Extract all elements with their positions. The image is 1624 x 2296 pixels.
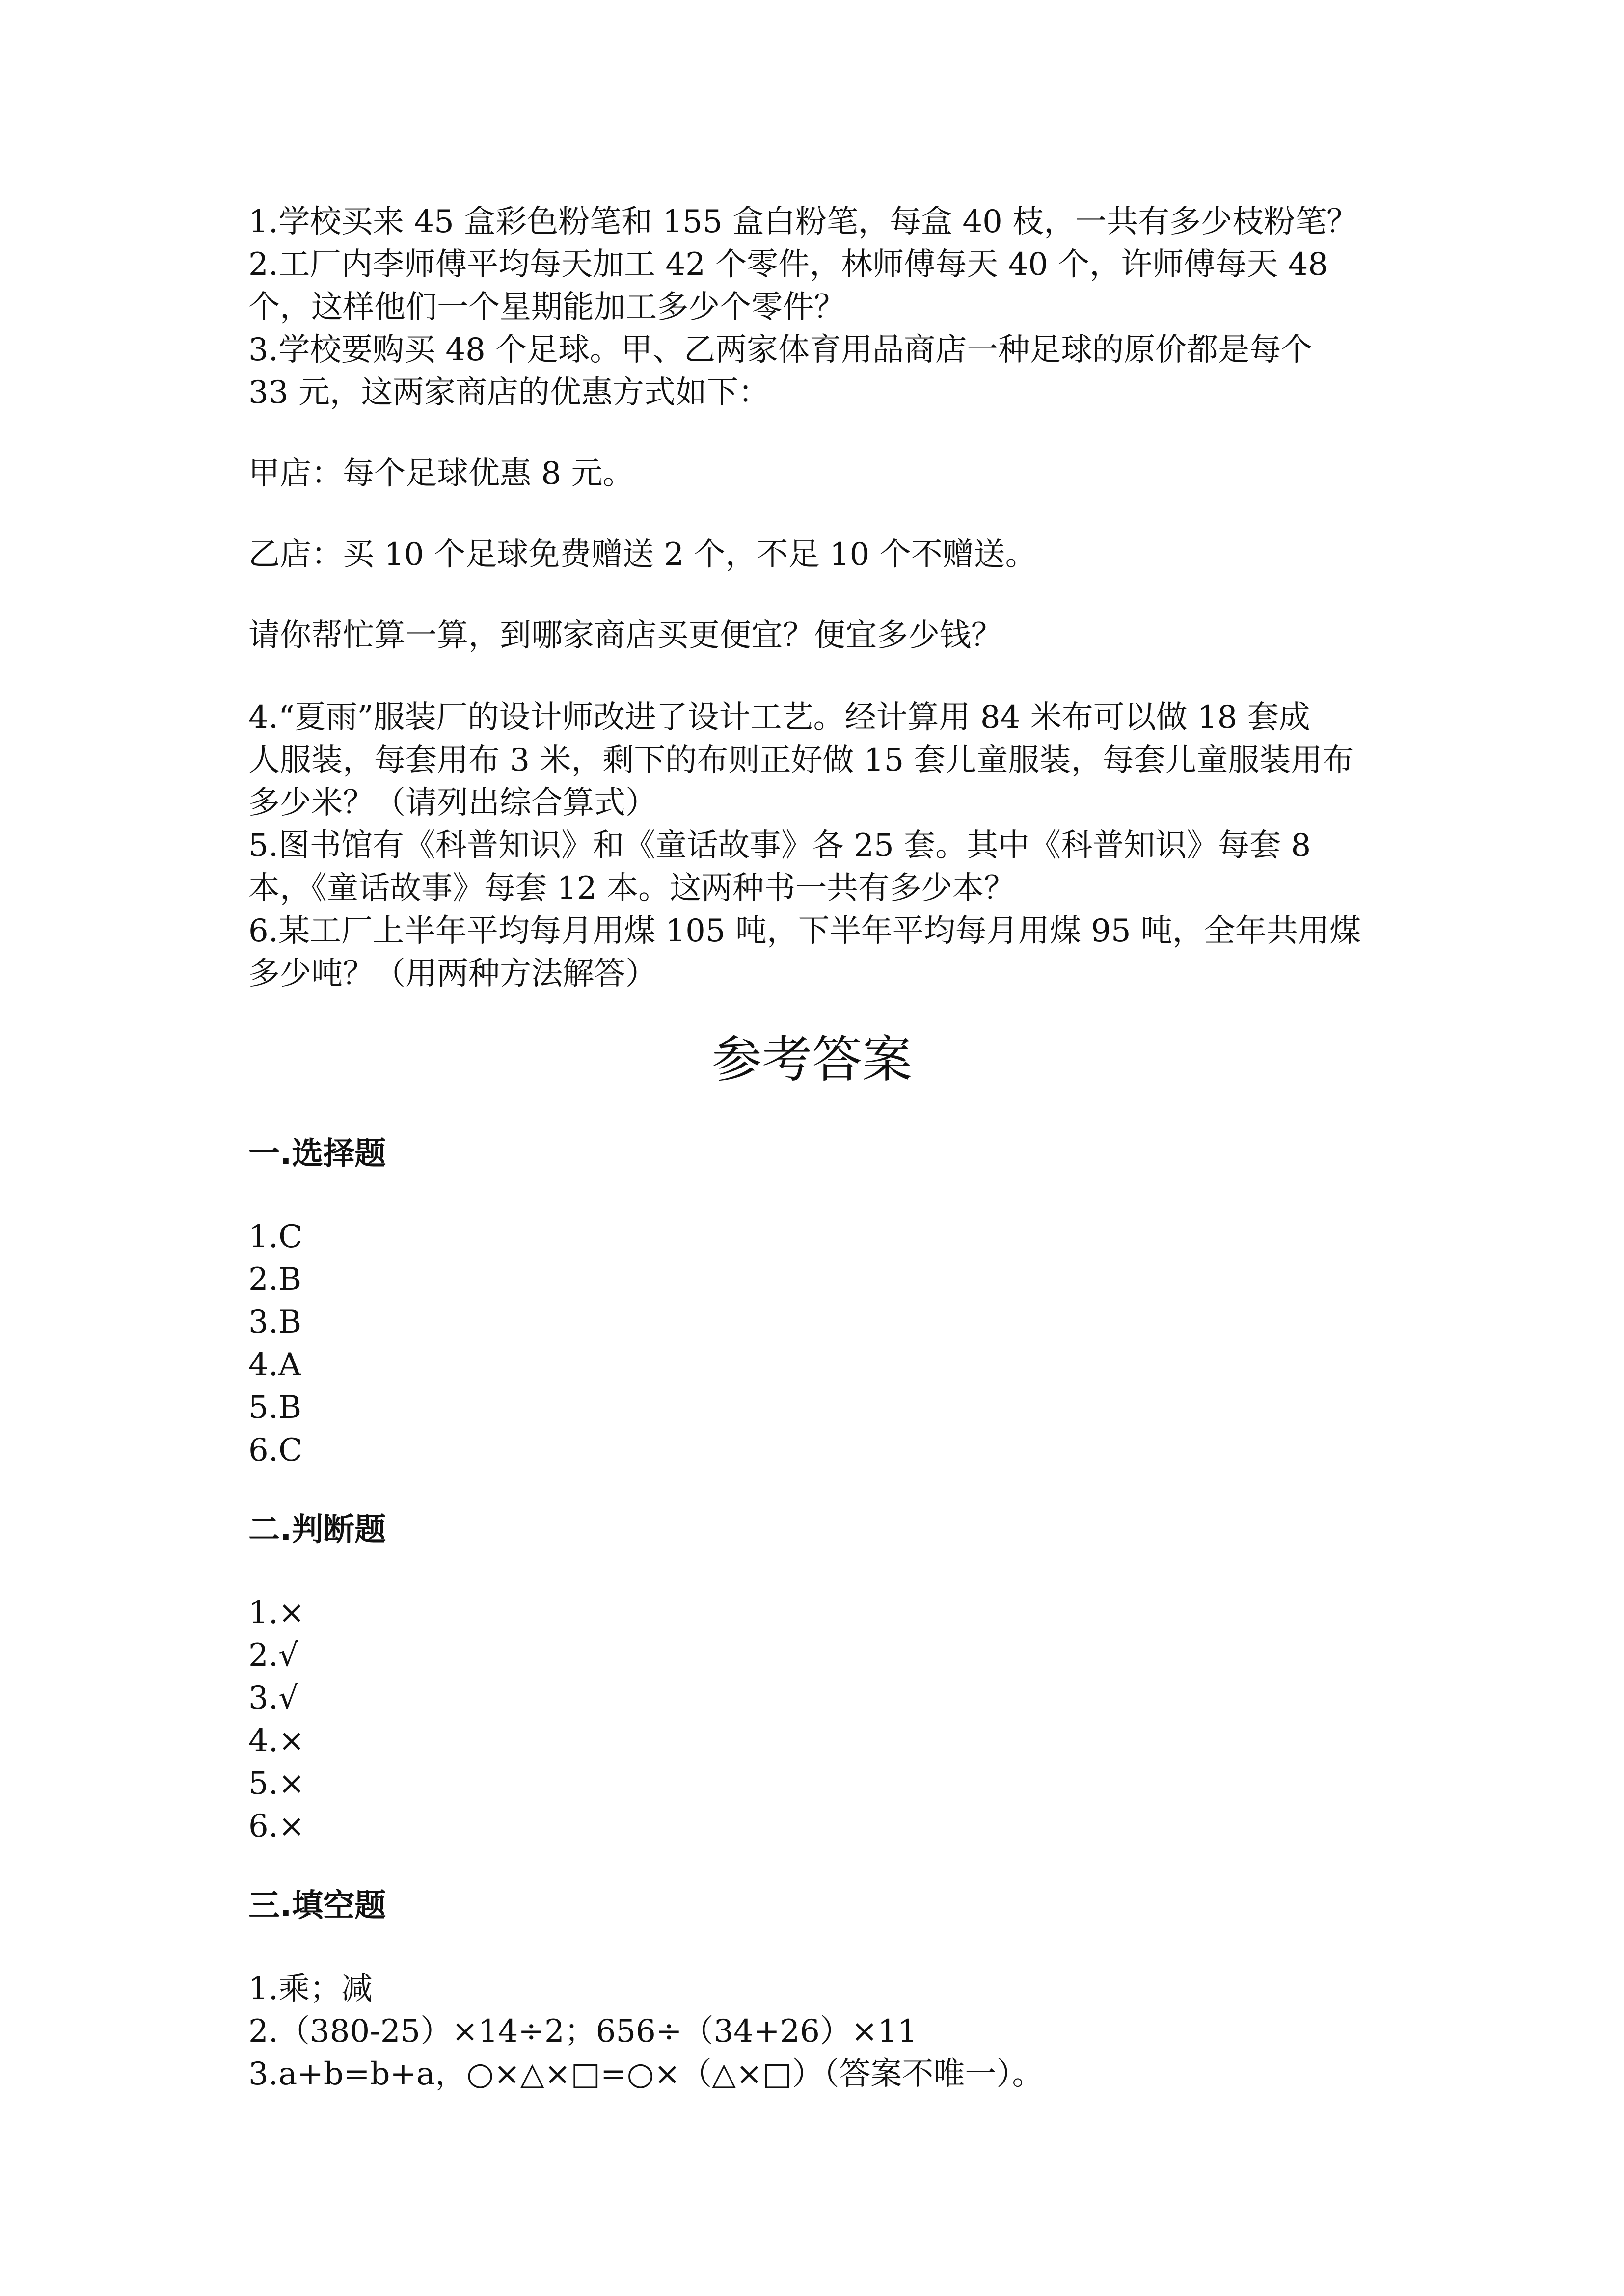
answer-choice-6: 6.C xyxy=(248,1432,303,1468)
answer-fill-2: 2.（380-25）×14÷2；656÷（34+26）×11 xyxy=(248,2013,918,2050)
section-heading-fill-blank: 三.填空题 xyxy=(248,1888,386,1924)
answer-judgment-5: 5.× xyxy=(248,1765,305,1802)
answers-title: 参考答案 xyxy=(712,1031,912,1089)
answer-choice-5: 5.B xyxy=(248,1389,302,1426)
question-5-line-2: 本，《童话故事》每套 12 本。这两种书一共有多少本？ xyxy=(248,870,1016,907)
answer-fill-3: 3.a+b=b+a，○×△×□=○×（△×□）（答案不唯一）。 xyxy=(248,2056,1044,2092)
question-3-line-1: 3.学校要购买 48 个足球。甲、乙两家体育用品商店一种足球的原价都是每个 xyxy=(248,332,1313,368)
answer-judgment-2: 2.√ xyxy=(248,1637,298,1674)
question-4-line-1: 4.“夏雨”服装厂的设计师改进了设计工艺。经计算用 84 米布可以做 18 套成 xyxy=(248,699,1310,736)
question-4-line-2: 人服装，每套用布 3 米，剩下的布则正好做 15 套儿童服装，每套儿童服装用布 xyxy=(248,742,1354,778)
answer-choice-3: 3.B xyxy=(248,1304,302,1340)
answer-judgment-6: 6.× xyxy=(248,1808,305,1844)
question-6-line-2: 多少吨？（用两种方法解答） xyxy=(248,956,657,992)
answer-judgment-4: 4.× xyxy=(248,1723,305,1759)
question-3-line-2: 33 元，这两家商店的优惠方式如下： xyxy=(248,374,770,411)
question-2-line-1: 2.工厂内李师傅平均每天加工 42 个零件，林师傅每天 40 个，许师傅每天 48 xyxy=(248,246,1328,283)
answer-choice-4: 4.A xyxy=(248,1347,301,1383)
answer-judgment-1: 1.× xyxy=(248,1595,305,1631)
question-6-line-1: 6.某工厂上半年平均每月用煤 105 吨，下半年平均每月用煤 95 吨，全年共用煤 xyxy=(248,913,1361,949)
question-2-line-2: 个，这样他们一个星期能加工多少个零件？ xyxy=(248,289,845,325)
answer-judgment-3: 3.√ xyxy=(248,1680,298,1716)
question-3-shop-a: 甲店：每个足球优惠 8 元。 xyxy=(248,455,634,492)
answer-choice-2: 2.B xyxy=(248,1261,302,1298)
question-5-line-1: 5.图书馆有《科普知识》和《童话故事》各 25 套。其中《科普知识》每套 8 xyxy=(248,828,1311,864)
answer-fill-1: 1.乘；减 xyxy=(248,1971,373,2007)
question-3-shop-b: 乙店：买 10 个足球免费赠送 2 个，不足 10 个不赠送。 xyxy=(248,536,1037,573)
section-heading-judgment: 二.判断题 xyxy=(248,1512,386,1548)
question-1-line-1: 1.学校买来 45 盒彩色粉笔和 155 盒白粉笔，每盒 40 枝，一共有多少枝粉笔？ xyxy=(248,204,1358,240)
question-4-line-3: 多少米？（请列出综合算式） xyxy=(248,785,657,821)
answer-choice-1: 1.C xyxy=(248,1219,303,1255)
question-3-ask: 请你帮忙算一算，到哪家商店买更便宜？便宜多少钱？ xyxy=(248,617,1002,654)
section-heading-choice: 一.选择题 xyxy=(248,1136,386,1172)
